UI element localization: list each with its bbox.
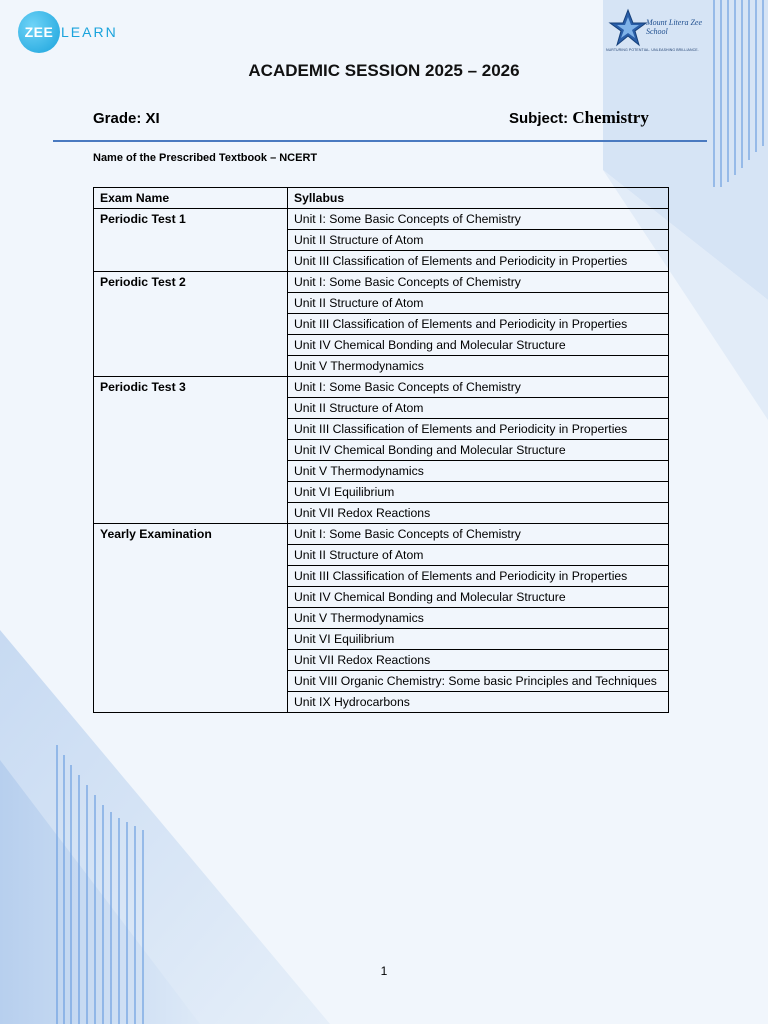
syllabus-unit-cell: Unit II Structure of Atom xyxy=(288,398,669,419)
syllabus-unit-cell: Unit II Structure of Atom xyxy=(288,545,669,566)
exam-name-cell: Periodic Test 2 xyxy=(94,272,288,377)
page-number: 1 xyxy=(380,964,388,978)
textbook-note: Name of the Prescribed Textbook – NCERT xyxy=(93,152,318,164)
syllabus-unit-cell: Unit VIII Organic Chemistry: Some basic Principles and Techniques xyxy=(288,671,669,692)
syllabus-unit-cell: Unit IV Chemical Bonding and Molecular Structure xyxy=(288,335,669,356)
column-header-exam-name: Exam Name xyxy=(94,188,288,209)
syllabus-unit-cell: Unit III Classification of Elements and Periodicity in Properties xyxy=(288,314,669,335)
table-row xyxy=(94,209,669,230)
syllabus-unit-cell: Unit V Thermodynamics xyxy=(288,356,669,377)
syllabus-table-body xyxy=(94,209,669,713)
table-header-row xyxy=(94,188,669,209)
syllabus-unit-cell: Unit I: Some Basic Concepts of Chemistry xyxy=(288,524,669,545)
divider xyxy=(53,140,707,142)
syllabus-unit-cell: Unit II Structure of Atom xyxy=(288,293,669,314)
school-name: Mount Litera Zee School xyxy=(646,18,702,36)
subject-field xyxy=(509,108,649,128)
syllabus-unit-cell: Unit V Thermodynamics xyxy=(288,608,669,629)
syllabus-unit-cell: Unit III Classification of Elements and Periodicity in Properties xyxy=(288,419,669,440)
syllabus-unit-cell: Unit IV Chemical Bonding and Molecular Structure xyxy=(288,587,669,608)
exam-name-cell: Periodic Test 1 xyxy=(94,209,288,272)
syllabus-unit-cell: Unit II Structure of Atom xyxy=(288,230,669,251)
syllabus-table xyxy=(93,187,669,713)
grade-label: Grade: XI xyxy=(93,110,160,127)
school-logo xyxy=(606,8,702,56)
syllabus-unit-cell: Unit VII Redox Reactions xyxy=(288,650,669,671)
column-header-syllabus: Syllabus xyxy=(288,188,669,209)
subject-label: Subject: xyxy=(509,110,569,127)
school-tagline: NURTURING POTENTIAL. UNLEASHING BRILLIANCE. xyxy=(606,48,699,52)
zee-logo-mark: ZEE xyxy=(18,11,60,53)
table-row xyxy=(94,272,669,293)
star-icon xyxy=(608,8,648,48)
syllabus-unit-cell: Unit I: Some Basic Concepts of Chemistry xyxy=(288,272,669,293)
subject-value: Chemistry xyxy=(572,108,649,127)
table-row xyxy=(94,524,669,545)
syllabus-unit-cell: Unit I: Some Basic Concepts of Chemistry xyxy=(288,377,669,398)
page-title: ACADEMIC SESSION 2025 – 2026 xyxy=(248,61,520,80)
syllabus-unit-cell: Unit IX Hydrocarbons xyxy=(288,692,669,713)
syllabus-unit-cell: Unit I: Some Basic Concepts of Chemistry xyxy=(288,209,669,230)
syllabus-unit-cell: Unit VII Redox Reactions xyxy=(288,503,669,524)
zee-learn-logo xyxy=(18,11,118,53)
syllabus-unit-cell: Unit VI Equilibrium xyxy=(288,482,669,503)
syllabus-unit-cell: Unit III Classification of Elements and Periodicity in Properties xyxy=(288,566,669,587)
table-row xyxy=(94,377,669,398)
exam-name-cell: Periodic Test 3 xyxy=(94,377,288,524)
syllabus-unit-cell: Unit IV Chemical Bonding and Molecular Structure xyxy=(288,440,669,461)
zee-logo-text: LEARN xyxy=(61,24,118,40)
syllabus-unit-cell: Unit VI Equilibrium xyxy=(288,629,669,650)
syllabus-unit-cell: Unit III Classification of Elements and Periodicity in Properties xyxy=(288,251,669,272)
syllabus-unit-cell: Unit V Thermodynamics xyxy=(288,461,669,482)
exam-name-cell: Yearly Examination xyxy=(94,524,288,713)
